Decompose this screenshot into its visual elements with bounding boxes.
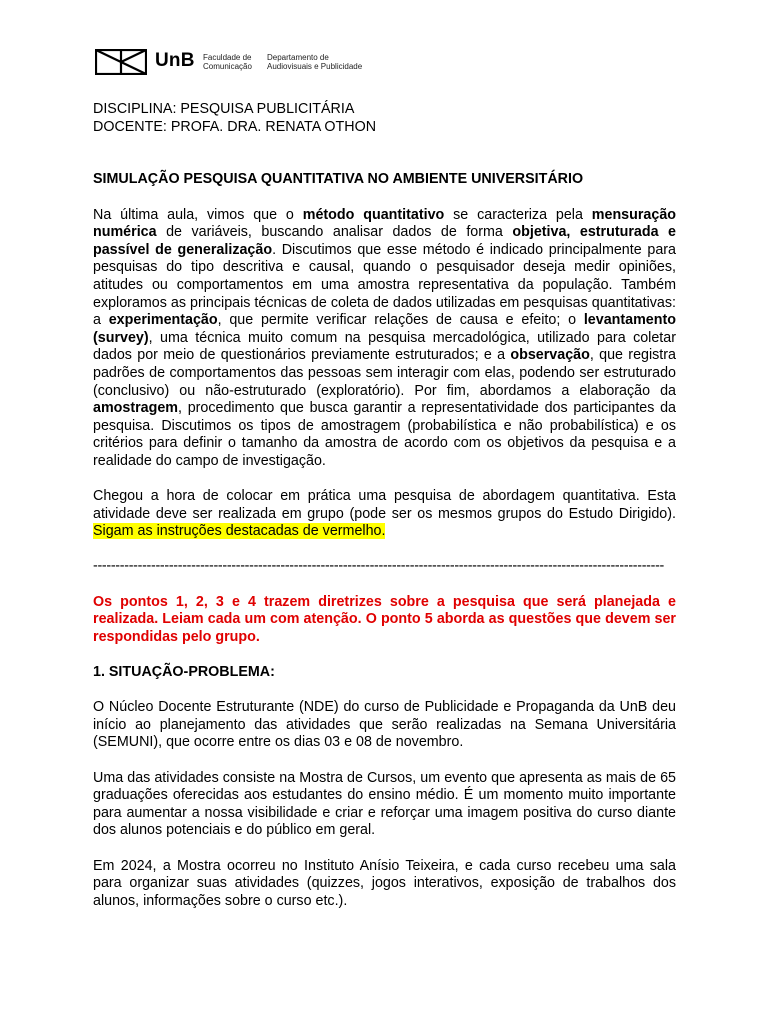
unb-logo-icon [95, 49, 147, 75]
red-instructions: Os pontos 1, 2, 3 e 4 trazem diretrizes sobre a pesquisa que será planejada e realizada. Leiam cada um com atenção. O ponto 5 aborda as questões que devem ser respondidas pelo grupo. [93, 593, 676, 645]
activity-paragraph: Chegou a hora de colocar em prática uma pesquisa de abordagem quantitativa. Esta atividade deve ser realizada em grupo (pode ser os mesmos grupos do Estudo Dirigido). Sigam as instruções destacadas de vermelho. [93, 488, 676, 540]
intro-paragraph: Na última aula, vimos que o método quantitativo se caracteriza pela mensuração numérica de variáveis, buscando analisar dados de forma objetiva, estruturada e passível de generalização. Discutimos que esse método é indicado principalmente para pesquisas do tipo descritiva e causal, quando o pesquisador deseja medir opiniões, atitudes ou comportamentos em uma amostra representativa da população. Também exploramos as principais técnicas de coleta de dados utilizadas em pesquisas quantitativas: a experimentação, que permite verificar relações de causa e efeito; o levantamento (survey), uma técnica muito comum na pesquisa mercadológica, utilizado para coletar dados por meio de questionários previamente estruturados; e a observação, que registra padrões de comportamentos das pessoas sem interagir com elas, podendo ser estruturado (conclusivo) ou não-estruturado (exploratório). Por fim, abordamos a elaboração da amostragem, procedimento que busca garantir a representatividade dos participantes da pesquisa. Discutimos os tipos de amostragem (probabilística e não probabilística) e os critérios para definir o tamanho da amostra de acordo com os objetivos da pesquisa e a realidade do campo de investigação. [93, 206, 677, 469]
teacher-line: DOCENTE: PROFA. DRA. RENATA OTHON [93, 118, 377, 135]
unb-wordmark: UnB [155, 50, 195, 71]
department-name: Departamento de Audiovisuais e Publicidade [267, 53, 363, 71]
university-header [95, 44, 370, 82]
section-1-paragraph-2: Uma das atividades consiste na Mostra de Cursos, um evento que apresenta as mais de 65 graduações oferecidas aos estudantes do ensino médio. É um momento muito importante para aumentar a nossa visibilidade e criar e reforçar uma imagem positiva do curso diante dos alunos potenciais e do público em geral. [93, 769, 676, 839]
document-body [93, 101, 676, 910]
dashed-separator: -------------------------------------------------------------------------------------------------------------------------------- [93, 558, 665, 575]
document-title: SIMULAÇÃO PESQUISA QUANTITATIVA NO AMBIENTE UNIVERSITÁRIO [93, 171, 584, 188]
highlighted-instruction: Sigam as instruções destacadas de vermelho. [93, 523, 386, 540]
faculty-name: Faculdade de Comunicação [203, 53, 252, 71]
discipline-line: DISCIPLINA: PESQUISA PUBLICITÁRIA [93, 101, 355, 117]
section-1-paragraph-1: O Núcleo Docente Estruturante (NDE) do curso de Publicidade e Propaganda da UnB deu início ao planejamento das atividades que serão realizadas na Semana Universitária (SEMUNI), que ocorre entre os dias 03 e 08 de novembro. [93, 699, 676, 751]
section-1-title: 1. SITUAÇÃO-PROBLEMA: [93, 664, 275, 680]
section-1-paragraph-3: Em 2024, a Mostra ocorreu no Instituto Anísio Teixeira, e cada curso recebeu uma sala para organizar suas atividades (quizzes, jogos interativos, exposição de trabalhos dos alunos, informações sobre o curso etc.). [93, 857, 676, 909]
